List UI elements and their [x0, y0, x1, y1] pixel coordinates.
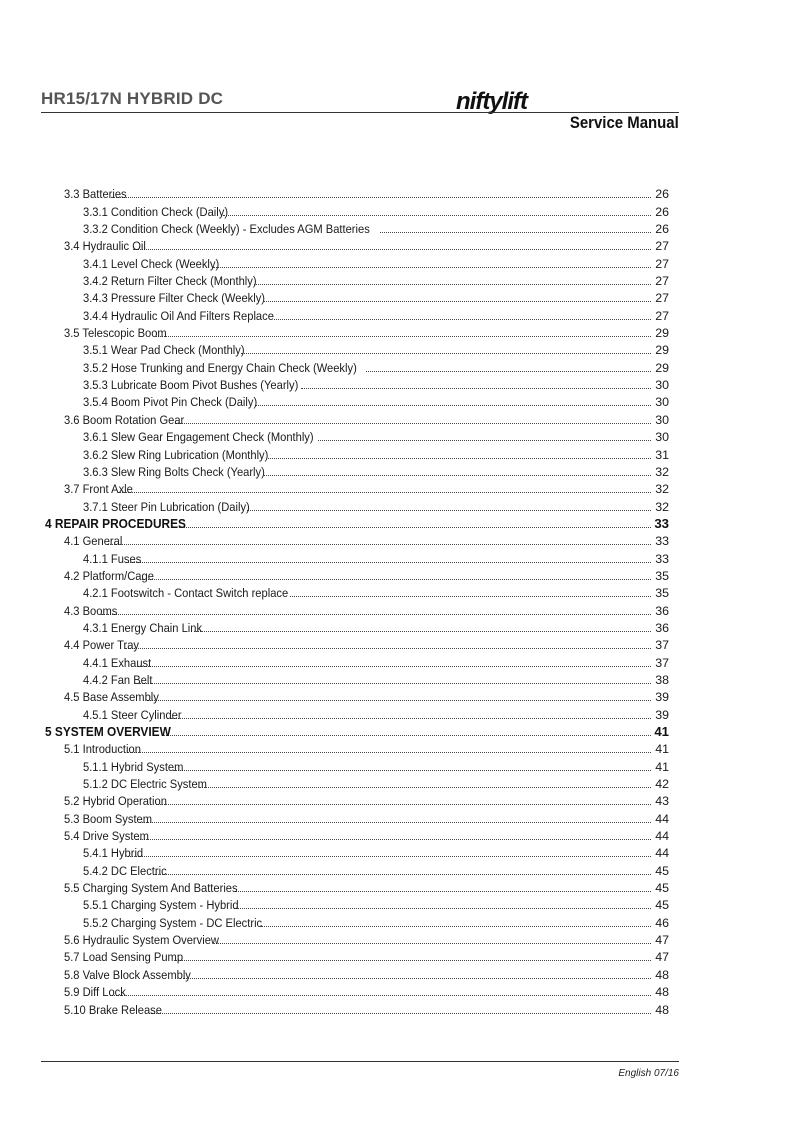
toc-entry-page: 43: [655, 794, 669, 809]
toc-dot-leader: [133, 249, 651, 250]
toc-entry-label: [83, 290, 265, 306]
toc-entry-label: [64, 811, 152, 827]
toc-dot-leader: [174, 960, 651, 961]
toc-entry-number: 5.10: [64, 1002, 86, 1017]
toc-entry[interactable]: [45, 324, 669, 341]
toc-dot-leader: [199, 787, 651, 788]
toc-entry-page: 29: [655, 326, 669, 341]
toc-entry-number: 4.3.1: [83, 620, 108, 635]
toc-entry-title: Telescopic Boom: [82, 326, 167, 341]
document-title: HR15/17N HYBRID DC: [41, 89, 224, 108]
toc-entry-page: 33: [654, 515, 669, 531]
toc-entry-label: [83, 256, 219, 272]
toc-dot-leader: [235, 891, 651, 892]
toc-entry-title: Hybrid Operation: [82, 794, 167, 809]
toc-entry-number: 3.4.3: [83, 291, 108, 306]
toc-entry[interactable]: [45, 809, 669, 826]
toc-entry-title: Slew Ring Bolts Check (Yearly): [110, 464, 265, 479]
toc-entry-label: [64, 238, 146, 254]
toc-entry[interactable]: [45, 515, 669, 532]
toc-dot-leader: [110, 995, 651, 996]
toc-entry[interactable]: [45, 532, 669, 549]
toc-entry-label: [64, 1002, 162, 1018]
toc-entry-label: [83, 707, 182, 723]
toc-entry[interactable]: [45, 913, 669, 930]
toc-entry-page: 27: [655, 256, 669, 271]
toc-entry-number: 4.5: [64, 690, 80, 705]
toc-entry-number: 5.5.2: [83, 915, 108, 930]
toc-entry[interactable]: [45, 879, 669, 896]
toc-entry-number: 3.6.2: [83, 447, 108, 462]
toc-entry-page: 30: [655, 430, 669, 445]
toc-entry-label: [64, 186, 127, 202]
toc-entry[interactable]: [45, 671, 669, 688]
toc-entry[interactable]: [45, 272, 669, 289]
toc-entry-label: [83, 204, 228, 220]
toc-entry-page: 32: [655, 482, 669, 497]
toc-entry-label: [64, 741, 141, 757]
toc-entry-number: 3.6.1: [83, 430, 108, 445]
toc-entry-page: 29: [655, 343, 669, 358]
toc-entry-number: 3.6.3: [83, 464, 108, 479]
toc-dot-leader: [255, 405, 651, 406]
toc-entry-label: [45, 516, 186, 532]
toc-entry-number: 3.3: [64, 187, 80, 202]
toc-dot-leader: [151, 1013, 651, 1014]
toc-entry-page: 26: [655, 187, 669, 202]
toc-entry[interactable]: [45, 185, 669, 202]
toc-entry[interactable]: [45, 358, 669, 375]
toc-entry-label: [64, 412, 184, 428]
toc-entry-label: [64, 568, 154, 584]
toc-entry-number: 3.3.2: [83, 222, 108, 237]
toc-entry-number: 5.2: [64, 794, 80, 809]
toc-entry[interactable]: [45, 376, 669, 393]
toc-entry-number: 3.5.4: [83, 395, 108, 410]
toc-entry[interactable]: [45, 688, 669, 705]
toc-entry[interactable]: [45, 601, 669, 618]
toc-entry-page: 35: [655, 568, 669, 583]
toc-entry-title: Brake Release: [88, 1002, 162, 1017]
toc-entry[interactable]: [45, 861, 669, 878]
toc-entry-page: 30: [655, 378, 669, 393]
toc-entry-number: 5.1.2: [83, 777, 108, 792]
toc-entry-number: 4.4.2: [83, 672, 108, 687]
toc-entry-label: [83, 672, 152, 688]
toc-entry[interactable]: [45, 705, 669, 722]
toc-entry-title: Hydraulic System Overview: [82, 933, 219, 948]
toc-entry-label: [83, 551, 141, 567]
toc-entry-title: DC Electric: [110, 863, 167, 878]
toc-entry-number: 3.5: [64, 326, 80, 341]
toc-entry-label: [83, 655, 151, 671]
toc-entry-page: 30: [655, 412, 669, 427]
toc-entry-title: REPAIR PROCEDURES: [54, 515, 186, 531]
toc-entry-title: Boom Rotation Gear: [82, 412, 185, 427]
toc-dot-leader: [140, 822, 651, 823]
toc-entry-title: Introduction: [82, 742, 141, 757]
toc-dot-leader: [137, 666, 651, 667]
toc-entry-number: 5.5.1: [83, 898, 108, 913]
toc-entry-title: Front Axle: [82, 482, 133, 497]
toc-entry-title: Diff Lock: [82, 985, 126, 1000]
toc-dot-leader: [254, 284, 651, 285]
toc-entry-number: 5: [45, 724, 52, 739]
toc-dot-leader: [194, 631, 651, 632]
table-of-contents: [45, 185, 669, 1018]
toc-entry-label: [83, 585, 288, 601]
toc-entry-label: [64, 689, 159, 705]
toc-entry-page: 27: [655, 291, 669, 306]
toc-entry-label: [83, 759, 183, 775]
toc-entry-label: [83, 377, 298, 393]
toc-dot-leader: [213, 267, 651, 268]
toc-dot-leader: [264, 301, 651, 302]
toc-entry-title: Platform/Cage: [82, 568, 154, 583]
toc-entry-label: [83, 863, 167, 879]
toc-dot-leader: [234, 908, 651, 909]
toc-entry-label: [64, 949, 183, 965]
toc-dot-leader: [147, 700, 651, 701]
toc-entry-title: Drive System: [82, 829, 149, 844]
toc-entry[interactable]: [45, 306, 669, 323]
toc-entry-title: Footswitch - Contact Switch replace: [110, 586, 289, 601]
toc-entry[interactable]: [45, 480, 669, 497]
toc-entry-number: 3.3.1: [83, 204, 108, 219]
toc-entry-number: 3.4: [64, 239, 80, 254]
toc-dot-leader: [136, 839, 651, 840]
toc-entry-page: 48: [655, 985, 669, 1000]
toc-dot-leader: [125, 648, 651, 649]
toc-entry-title: General: [82, 534, 123, 549]
toc-entry-number: 3.6: [64, 412, 80, 427]
toc-entry-number: 5.7: [64, 950, 80, 965]
toc-entry-number: 4: [45, 515, 52, 531]
toc-dot-leader: [290, 596, 651, 597]
toc-entry[interactable]: [45, 463, 669, 480]
toc-entry-title: Level Check (Weekly): [110, 256, 220, 271]
toc-entry-title: Batteries: [82, 187, 127, 202]
toc-entry-title: Hybrid System: [110, 759, 184, 774]
toc-entry-title: Condition Check (Weekly) - Excludes AGM Batteries: [110, 222, 370, 237]
toc-dot-leader: [101, 614, 651, 615]
toc-entry-label: [83, 360, 357, 376]
toc-entry-title: Charging System - DC Electric: [110, 915, 263, 930]
toc-dot-leader: [107, 544, 651, 545]
toc-entry-title: Hydraulic Oil And Filters Replace: [110, 308, 274, 323]
toc-entry-page: 26: [655, 204, 669, 219]
toc-entry-number: 4.4: [64, 638, 80, 653]
document-subtitle: Service Manual: [570, 113, 679, 132]
toc-entry-title: Base Assembly: [82, 690, 159, 705]
toc-entry[interactable]: [45, 393, 669, 410]
toc-entry-number: 5.8: [64, 967, 80, 982]
toc-entry-title: Slew Gear Engagement Check (Monthly): [110, 430, 314, 445]
toc-dot-leader: [126, 562, 651, 563]
toc-entry-title: Energy Chain Link: [110, 620, 203, 635]
toc-entry-page: 45: [655, 881, 669, 896]
toc-entry-number: 5.6: [64, 933, 80, 948]
toc-dot-leader: [223, 215, 651, 216]
toc-entry-page: 33: [655, 551, 669, 566]
toc-dot-leader: [247, 510, 651, 511]
toc-entry[interactable]: [45, 653, 669, 670]
toc-entry-label: [83, 499, 250, 515]
toc-entry[interactable]: [45, 827, 669, 844]
toc-entry[interactable]: [45, 723, 669, 740]
toc-entry-page: 37: [655, 655, 669, 670]
toc-entry[interactable]: [45, 983, 669, 1000]
toc-entry-label: [83, 464, 265, 480]
toc-entry-title: DC Electric System: [110, 777, 207, 792]
toc-entry-number: 3.7: [64, 482, 80, 497]
toc-entry[interactable]: [45, 931, 669, 948]
toc-entry-page: 36: [655, 603, 669, 618]
toc-dot-leader: [183, 978, 651, 979]
toc-dot-leader: [127, 752, 651, 753]
toc-entry-page: 33: [655, 534, 669, 549]
toc-entry-page: 41: [655, 759, 669, 774]
toc-entry-page: 32: [655, 499, 669, 514]
toc-entry-number: 3.5.1: [83, 343, 108, 358]
toc-dot-leader: [118, 492, 651, 493]
toc-entry[interactable]: [45, 549, 669, 566]
toc-dot-leader: [111, 197, 651, 198]
toc-entry-label: [64, 325, 167, 341]
toc-entry-number: 4.3: [64, 603, 80, 618]
toc-dot-leader: [274, 319, 651, 320]
toc-entry-number: 5.4: [64, 829, 80, 844]
toc-entry-title: Steer Pin Lubrication (Daily): [110, 499, 250, 514]
toc-entry[interactable]: [45, 567, 669, 584]
toc-entry-number: 4.2: [64, 568, 80, 583]
toc-entry-number: 3.7.1: [83, 499, 108, 514]
toc-dot-leader: [155, 874, 651, 875]
toc-entry[interactable]: [45, 202, 669, 219]
toc-entry[interactable]: [45, 636, 669, 653]
toc-entry-title: Fan Belt: [110, 672, 153, 687]
toc-entry-title: Slew Ring Lubrication (Monthly): [110, 447, 269, 462]
toc-entry-title: Charging System And Batteries: [82, 881, 238, 896]
toc-entry-label: [83, 221, 370, 237]
toc-entry-number: 5.3: [64, 811, 80, 826]
toc-entry-label: [83, 897, 239, 913]
toc-entry-number: 5.1.1: [83, 759, 108, 774]
toc-entry[interactable]: [45, 497, 669, 514]
toc-entry-label: [64, 603, 117, 619]
toc-entry-page: 39: [655, 690, 669, 705]
toc-dot-leader: [162, 735, 651, 736]
toc-entry-number: 3.4.4: [83, 308, 108, 323]
toc-entry-title: Booms: [82, 603, 118, 618]
toc-entry-number: 5.9: [64, 985, 80, 1000]
toc-entry-page: 35: [655, 586, 669, 601]
toc-entry-page: 44: [655, 829, 669, 844]
toc-entry-title: Boom Pivot Pin Check (Daily): [110, 395, 258, 410]
toc-entry[interactable]: [45, 445, 669, 462]
toc-entry[interactable]: [45, 584, 669, 601]
toc-dot-leader: [156, 336, 651, 337]
toc-entry-label: [83, 620, 202, 636]
toc-entry[interactable]: [45, 428, 669, 445]
toc-dot-leader: [301, 388, 651, 389]
toc-entry-page: 44: [655, 846, 669, 861]
toc-entry-page: 39: [655, 707, 669, 722]
toc-entry-page: 46: [655, 915, 669, 930]
toc-entry-title: SYSTEM OVERVIEW: [54, 724, 171, 739]
toc-entry[interactable]: [45, 237, 669, 254]
toc-entry-title: Hose Trunking and Energy Chain Check (Weekly): [110, 360, 357, 375]
toc-entry-page: 27: [655, 274, 669, 289]
toc-entry-page: 44: [655, 811, 669, 826]
toc-entry[interactable]: [45, 341, 669, 358]
toc-entry-label: [83, 776, 207, 792]
toc-entry-page: 27: [655, 308, 669, 323]
toc-entry-title: Valve Block Assembly: [82, 967, 191, 982]
toc-dot-leader: [366, 371, 651, 372]
toc-dot-leader: [171, 718, 651, 719]
toc-entry-label: [64, 984, 126, 1000]
toc-entry-page: 29: [655, 360, 669, 375]
toc-entry-title: Hybrid: [110, 846, 144, 861]
toc-dot-leader: [139, 683, 651, 684]
toc-entry-number: 3.5.3: [83, 378, 108, 393]
toc-entry-page: 41: [654, 724, 669, 739]
toc-entry[interactable]: [45, 844, 669, 861]
footer-divider: [41, 1061, 679, 1062]
toc-entry[interactable]: [45, 220, 669, 237]
toc-entry-label: [45, 724, 171, 740]
toc-entry[interactable]: [45, 896, 669, 913]
toc-entry-title: Return Filter Check (Monthly): [110, 274, 257, 289]
toc-entry-label: [64, 828, 149, 844]
toc-dot-leader: [128, 856, 651, 857]
footer-language-date: English 07/16: [618, 1068, 679, 1079]
toc-dot-leader: [142, 579, 651, 580]
toc-entry-page: 27: [655, 239, 669, 254]
toc-entry-label: [83, 429, 314, 445]
toc-dot-leader: [175, 423, 651, 424]
toc-entry-number: 3.4.2: [83, 274, 108, 289]
toc-entry-title: Exhaust: [110, 655, 152, 670]
toc-dot-leader: [318, 440, 651, 441]
toc-dot-leader: [179, 527, 651, 528]
toc-entry-number: 4.5.1: [83, 707, 108, 722]
toc-entry-title: Fuses: [110, 551, 142, 566]
toc-entry-number: 5.4.2: [83, 863, 108, 878]
toc-entry-page: 47: [655, 933, 669, 948]
toc-entry-title: Wear Pad Check (Monthly): [110, 343, 245, 358]
toc-entry-label: [83, 342, 245, 358]
toc-entry-label: [83, 447, 268, 463]
toc-entry[interactable]: [45, 619, 669, 636]
toc-dot-leader: [264, 475, 651, 476]
toc-entry-page: 32: [655, 464, 669, 479]
toc-entry[interactable]: [45, 948, 669, 965]
toc-dot-leader: [214, 943, 651, 944]
toc-entry-label: [64, 637, 139, 653]
toc-entry-number: 5.1: [64, 742, 80, 757]
toc-entry-page: 37: [655, 638, 669, 653]
toc-entry[interactable]: [45, 740, 669, 757]
toc-entry-label: [83, 394, 257, 410]
toc-entry-label: [64, 481, 133, 497]
toc-dot-leader: [268, 458, 652, 459]
toc-entry[interactable]: [45, 792, 669, 809]
toc-entry-label: [64, 880, 238, 896]
toc-entry-page: 47: [655, 950, 669, 965]
toc-entry-page: 48: [655, 1002, 669, 1017]
toc-entry-label: [83, 845, 143, 861]
toc-entry-number: 5.5: [64, 881, 80, 896]
toc-entry-title: Boom System: [82, 811, 153, 826]
toc-entry-page: 30: [655, 395, 669, 410]
toc-entry-title: Condition Check (Daily): [110, 204, 229, 219]
toc-entry[interactable]: [45, 757, 669, 774]
toc-entry-number: 3.4.1: [83, 256, 108, 271]
toc-entry[interactable]: [45, 410, 669, 427]
toc-entry-page: 36: [655, 620, 669, 635]
toc-entry-number: 4.2.1: [83, 586, 108, 601]
toc-entry-label: [64, 533, 122, 549]
toc-entry[interactable]: [45, 1000, 669, 1017]
toc-entry-title: Load Sensing Pump: [82, 950, 184, 965]
toc-entry-page: 48: [655, 967, 669, 982]
toc-entry-title: Steer Cylinder: [110, 707, 182, 722]
toc-entry-number: 4.1.1: [83, 551, 108, 566]
toc-entry-number: 3.5.2: [83, 360, 108, 375]
toc-entry-number: 5.4.1: [83, 846, 108, 861]
toc-entry-number: 4.4.1: [83, 655, 108, 670]
toc-entry[interactable]: [45, 775, 669, 792]
toc-entry-title: Charging System - Hybrid: [110, 898, 239, 913]
toc-entry-label: [64, 932, 219, 948]
toc-dot-leader: [380, 232, 651, 233]
toc-entry-title: Pressure Filter Check (Weekly): [110, 291, 266, 306]
toc-entry-title: Lubricate Boom Pivot Bushes (Yearly): [110, 378, 299, 393]
toc-dot-leader: [241, 353, 651, 354]
toc-entry-label: [83, 273, 257, 289]
toc-entry-title: Hydraulic Oil: [82, 239, 146, 254]
toc-entry-page: 31: [655, 447, 669, 462]
toc-dot-leader: [156, 804, 651, 805]
toc-dot-leader: [261, 926, 651, 927]
toc-entry[interactable]: [45, 965, 669, 982]
toc-entry-page: 41: [655, 742, 669, 757]
toc-entry-number: 4.1: [64, 534, 80, 549]
toc-entry[interactable]: [45, 254, 669, 271]
toc-entry-page: 42: [655, 777, 669, 792]
toc-entry-page: 38: [655, 672, 669, 687]
niftylift-logo: niftylift: [456, 88, 527, 115]
toc-entry-label: [83, 915, 262, 931]
toc-entry-title: Power Tray: [82, 638, 140, 653]
toc-entry-label: [83, 308, 274, 324]
toc-entry-page: 45: [655, 898, 669, 913]
toc-entry-page: 45: [655, 863, 669, 878]
toc-entry-page: 26: [655, 222, 669, 237]
toc-dot-leader: [173, 770, 651, 771]
toc-entry-label: [64, 793, 167, 809]
toc-entry[interactable]: [45, 289, 669, 306]
toc-entry-label: [64, 967, 191, 983]
